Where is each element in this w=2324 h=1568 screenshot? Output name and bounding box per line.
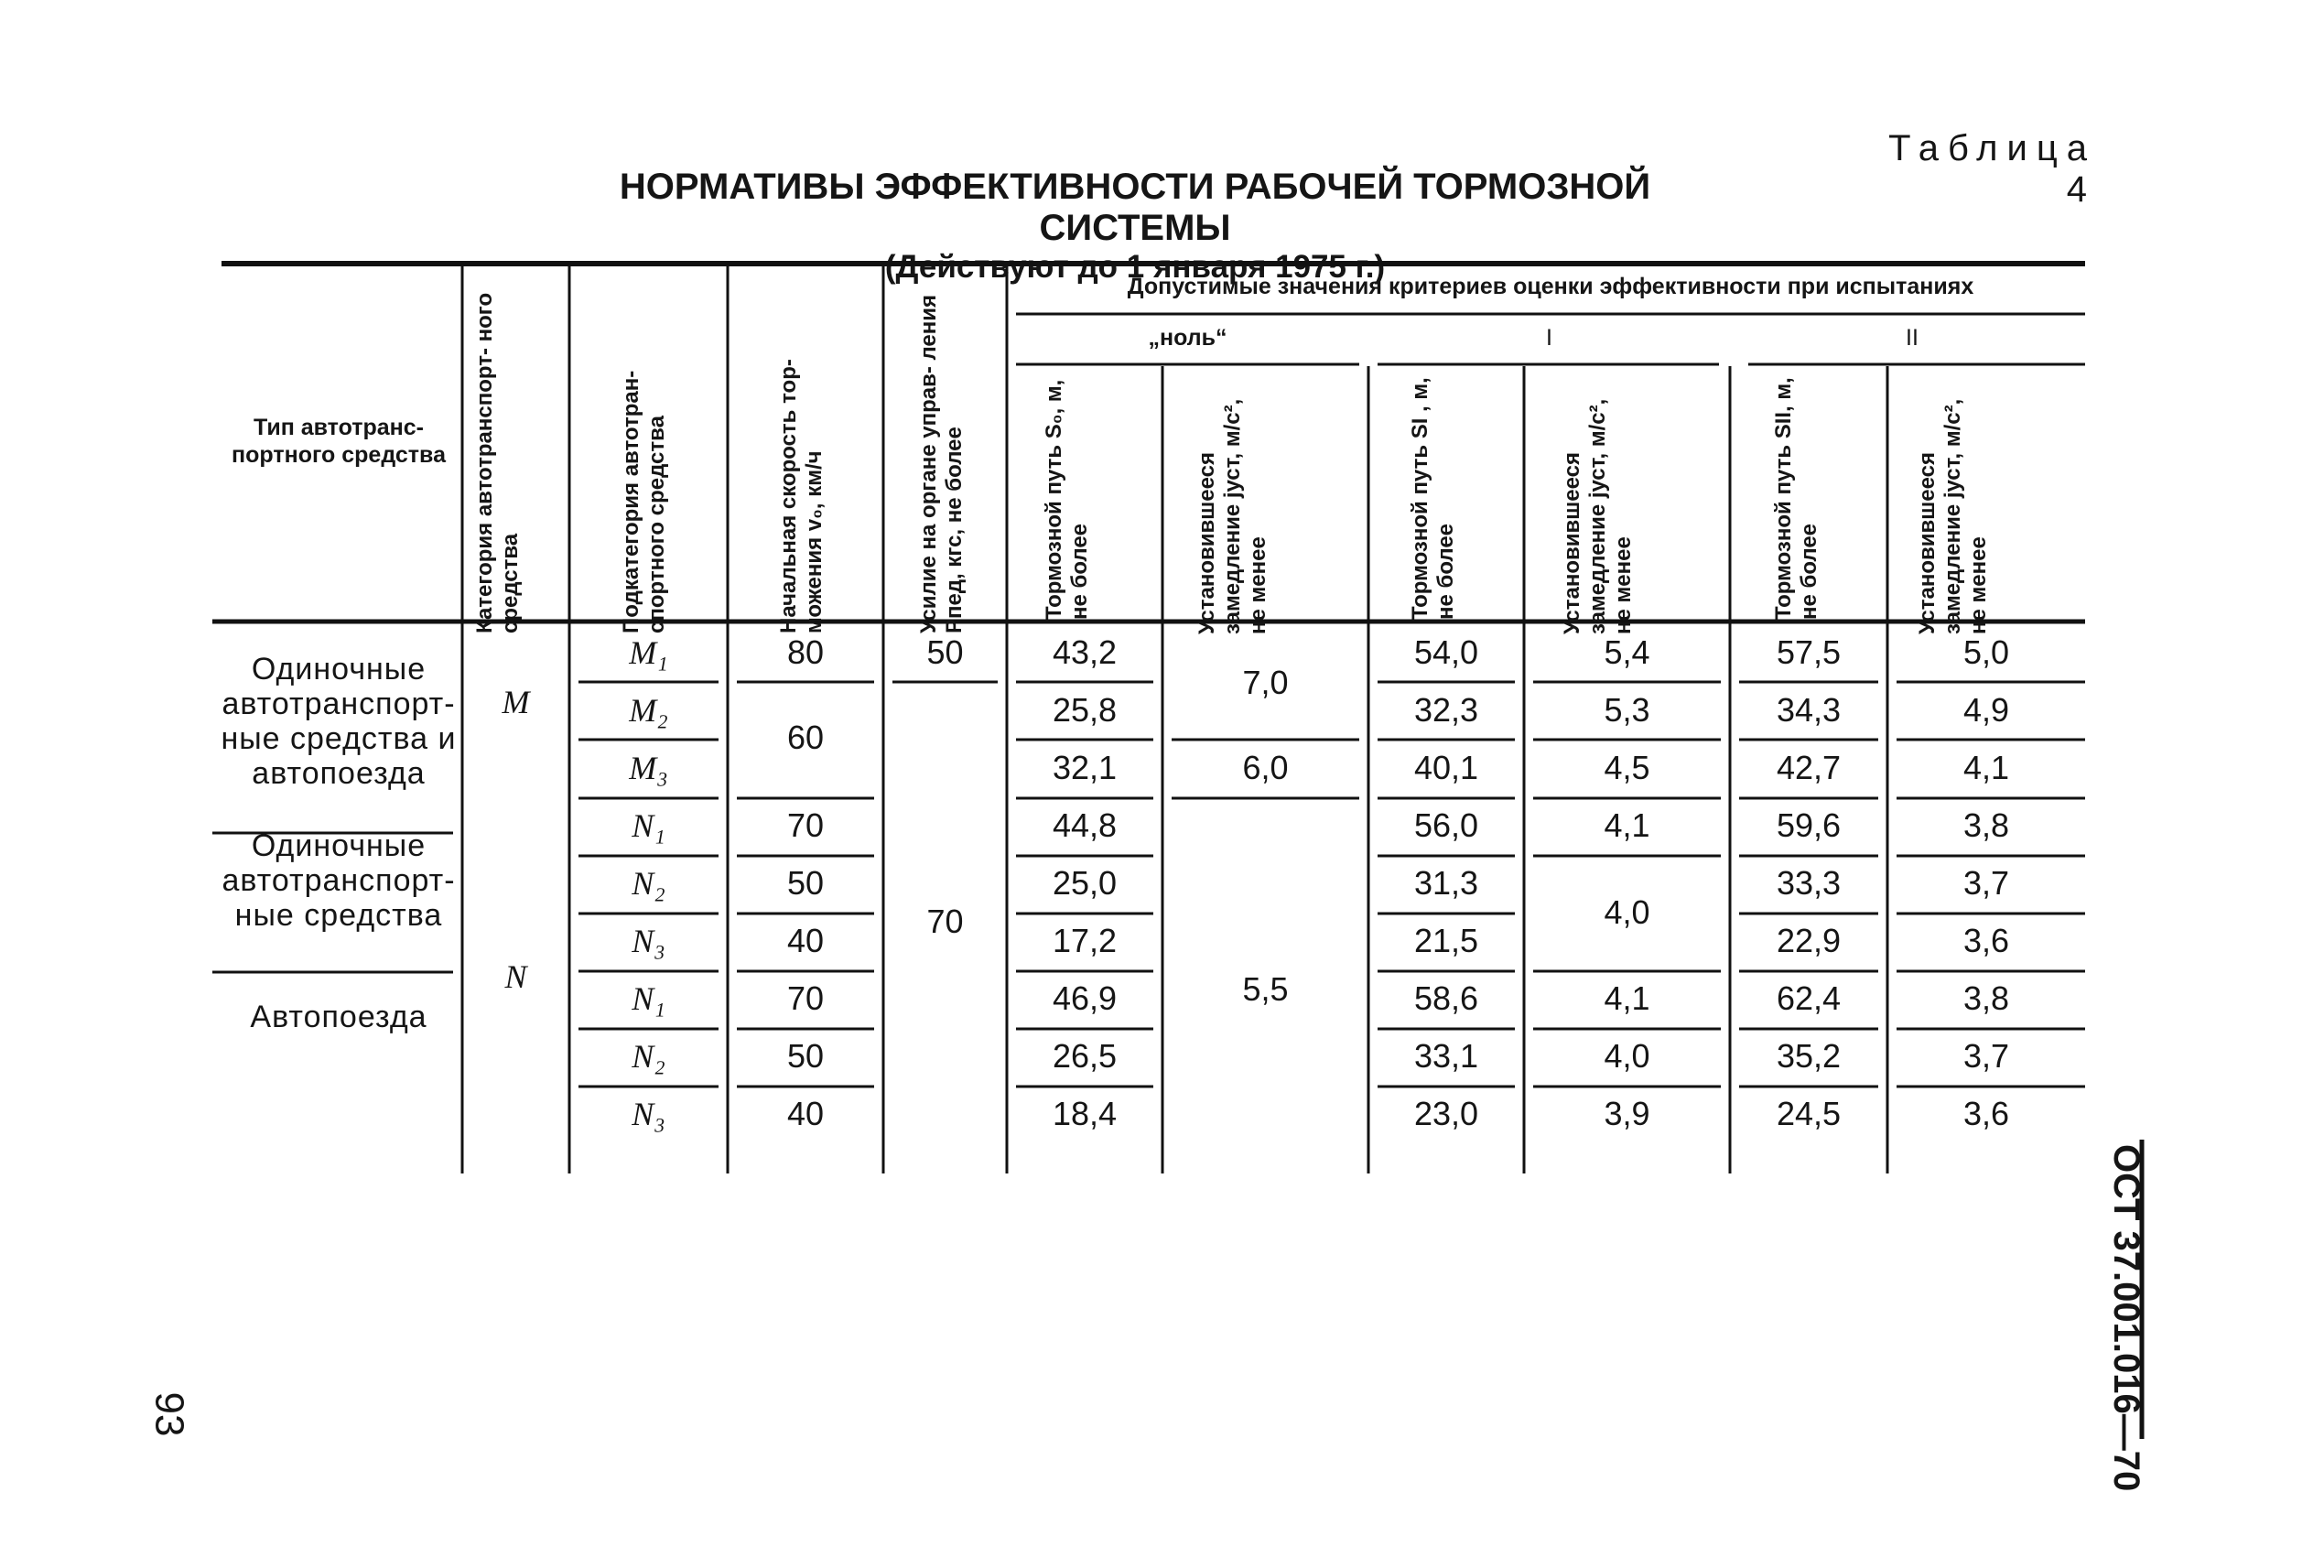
s0-cell: 44,8 bbox=[1052, 806, 1118, 844]
j1-cell: 5,4 bbox=[1604, 633, 1650, 671]
j1-cell-merged: 4,0 bbox=[1604, 893, 1650, 931]
header-group-two: II bbox=[1906, 325, 1919, 351]
header-pedal-force: Усилие на органе управ- ления Pпед, кгс, не более bbox=[916, 294, 967, 633]
j2-cell: 3,8 bbox=[1962, 979, 2010, 1017]
table-number-label: Таблица 4 bbox=[1888, 128, 2096, 210]
j1-cell: 4,1 bbox=[1604, 979, 1650, 1017]
header-vehicle-category: Категория автотранспорт- ного средства bbox=[472, 292, 523, 633]
header-initial-speed: Начальная скорость тор- можения v₀, км/ч bbox=[776, 359, 827, 633]
header-deceleration-j1: Установившееся замедление jуст, м/с², не менее bbox=[1560, 398, 1636, 634]
s2-cell: 35,2 bbox=[1776, 1037, 1842, 1075]
s1-cell: 56,0 bbox=[1413, 806, 1479, 844]
speed-cell: 40 bbox=[786, 922, 825, 959]
speed-cell: 70 bbox=[786, 979, 825, 1017]
j2-cell: 4,1 bbox=[1962, 749, 2010, 786]
s2-cell: 22,9 bbox=[1776, 922, 1842, 959]
j1-cell: 4,0 bbox=[1604, 1037, 1650, 1075]
subcategory-cell: M₃ bbox=[629, 750, 668, 786]
document-code: ОСТ 37.001.016—70 bbox=[2106, 1144, 2146, 1492]
s0-cell: 43,2 bbox=[1052, 633, 1118, 671]
header-criteria: Допустимые значения критериев оценки эффективности при испытаниях bbox=[1127, 274, 1974, 299]
j1-cell: 4,5 bbox=[1604, 749, 1650, 786]
s1-cell: 33,1 bbox=[1413, 1037, 1479, 1075]
j0-cell-m12: 7,0 bbox=[1242, 664, 1289, 701]
s1-cell: 40,1 bbox=[1413, 749, 1479, 786]
subcategory-cell: N₁ bbox=[632, 807, 665, 844]
s2-cell: 24,5 bbox=[1776, 1095, 1842, 1132]
subcategory-cell: N₂ bbox=[632, 865, 665, 902]
subcategory-cell: M₂ bbox=[629, 692, 668, 729]
speed-cell: 50 bbox=[786, 1037, 825, 1075]
subcategory-cell: N₂ bbox=[632, 1038, 665, 1075]
header-braking-distance-s1: Тормозной путь SI , м, не более bbox=[1408, 377, 1458, 620]
j1-cell: 4,1 bbox=[1604, 806, 1650, 844]
header-deceleration-j0: Установившееся замедление jуст, м/с², не менее bbox=[1194, 398, 1270, 634]
header-group-zero: „ноль“ bbox=[1148, 325, 1227, 351]
j2-cell: 5,0 bbox=[1962, 633, 2010, 671]
table-subtitle: (Действуют до 1 января 1975 г.) bbox=[884, 249, 1386, 285]
speed-cell-merged: 60 bbox=[786, 719, 825, 756]
s0-cell: 18,4 bbox=[1052, 1095, 1118, 1132]
s0-cell: 17,2 bbox=[1052, 922, 1118, 959]
j2-cell: 3,6 bbox=[1962, 1095, 2010, 1132]
type-single-and-trains: Одиночные автотранспорт- ные средства и автопоезда bbox=[221, 652, 457, 791]
s1-cell: 23,0 bbox=[1413, 1095, 1479, 1132]
s1-cell: 58,6 bbox=[1413, 979, 1479, 1017]
speed-cell: 70 bbox=[786, 806, 825, 844]
force-cell-m: 50 bbox=[926, 633, 964, 671]
s0-cell: 25,8 bbox=[1052, 691, 1118, 729]
s2-cell: 42,7 bbox=[1776, 749, 1842, 786]
header-vehicle-subcategory: Подкатегория автотран- спортного средства bbox=[619, 370, 669, 633]
subcategory-cell: N₃ bbox=[632, 923, 665, 959]
table-title: НОРМАТИВЫ ЭФФЕКТИВНОСТИ РАБОЧЕЙ ТОРМОЗНОЙ СИСТЕМЫ bbox=[619, 167, 1651, 248]
j2-cell: 3,8 bbox=[1962, 806, 2010, 844]
subcategory-cell: N₁ bbox=[632, 980, 665, 1017]
s0-cell: 26,5 bbox=[1052, 1037, 1118, 1075]
header-braking-distance-s2: Тормозной путь SII, м, не более bbox=[1771, 377, 1821, 620]
j1-cell: 3,9 bbox=[1604, 1095, 1650, 1132]
speed-cell: 40 bbox=[786, 1095, 825, 1132]
j2-cell: 3,7 bbox=[1962, 1037, 2010, 1075]
j2-cell: 3,6 bbox=[1962, 922, 2010, 959]
header-vehicle-type: Тип автотранс- портного средства bbox=[232, 415, 446, 468]
subcategory-cell: M₁ bbox=[629, 634, 668, 671]
s2-cell: 59,6 bbox=[1776, 806, 1842, 844]
s1-cell: 31,3 bbox=[1413, 864, 1479, 902]
speed-cell: 50 bbox=[786, 864, 825, 902]
header-braking-distance-s0: Тормозной путь S₀, м, не более bbox=[1042, 379, 1092, 620]
category-n: N bbox=[504, 958, 527, 995]
category-m: M bbox=[502, 684, 530, 720]
s1-cell: 32,3 bbox=[1413, 691, 1479, 729]
j1-cell: 5,3 bbox=[1604, 691, 1650, 729]
subcategory-cell: N₃ bbox=[632, 1096, 665, 1132]
s0-cell: 32,1 bbox=[1052, 749, 1118, 786]
type-road-trains: Автопоезда bbox=[250, 1000, 427, 1034]
j2-cell: 4,9 bbox=[1962, 691, 2010, 729]
s2-cell: 33,3 bbox=[1776, 864, 1842, 902]
header-deceleration-j2: Установившееся замедление jуст, м/с², не менее bbox=[1915, 398, 1991, 634]
s1-cell: 21,5 bbox=[1413, 922, 1479, 959]
page-number: 93 bbox=[146, 1391, 192, 1437]
speed-cell: 80 bbox=[786, 633, 825, 671]
s2-cell: 34,3 bbox=[1776, 691, 1842, 729]
s0-cell: 46,9 bbox=[1052, 979, 1118, 1017]
j0-cell-m3: 6,0 bbox=[1242, 749, 1289, 786]
s0-cell: 25,0 bbox=[1052, 864, 1118, 902]
s1-cell: 54,0 bbox=[1413, 633, 1479, 671]
type-single-vehicles: Одиночные автотранспорт- ные средства bbox=[222, 828, 456, 933]
j2-cell: 3,7 bbox=[1962, 864, 2010, 902]
s2-cell: 57,5 bbox=[1776, 633, 1842, 671]
force-cell-n: 70 bbox=[926, 903, 964, 940]
j0-cell-n: 5,5 bbox=[1242, 970, 1289, 1008]
header-group-one: I bbox=[1546, 325, 1552, 351]
s2-cell: 62,4 bbox=[1776, 979, 1842, 1017]
